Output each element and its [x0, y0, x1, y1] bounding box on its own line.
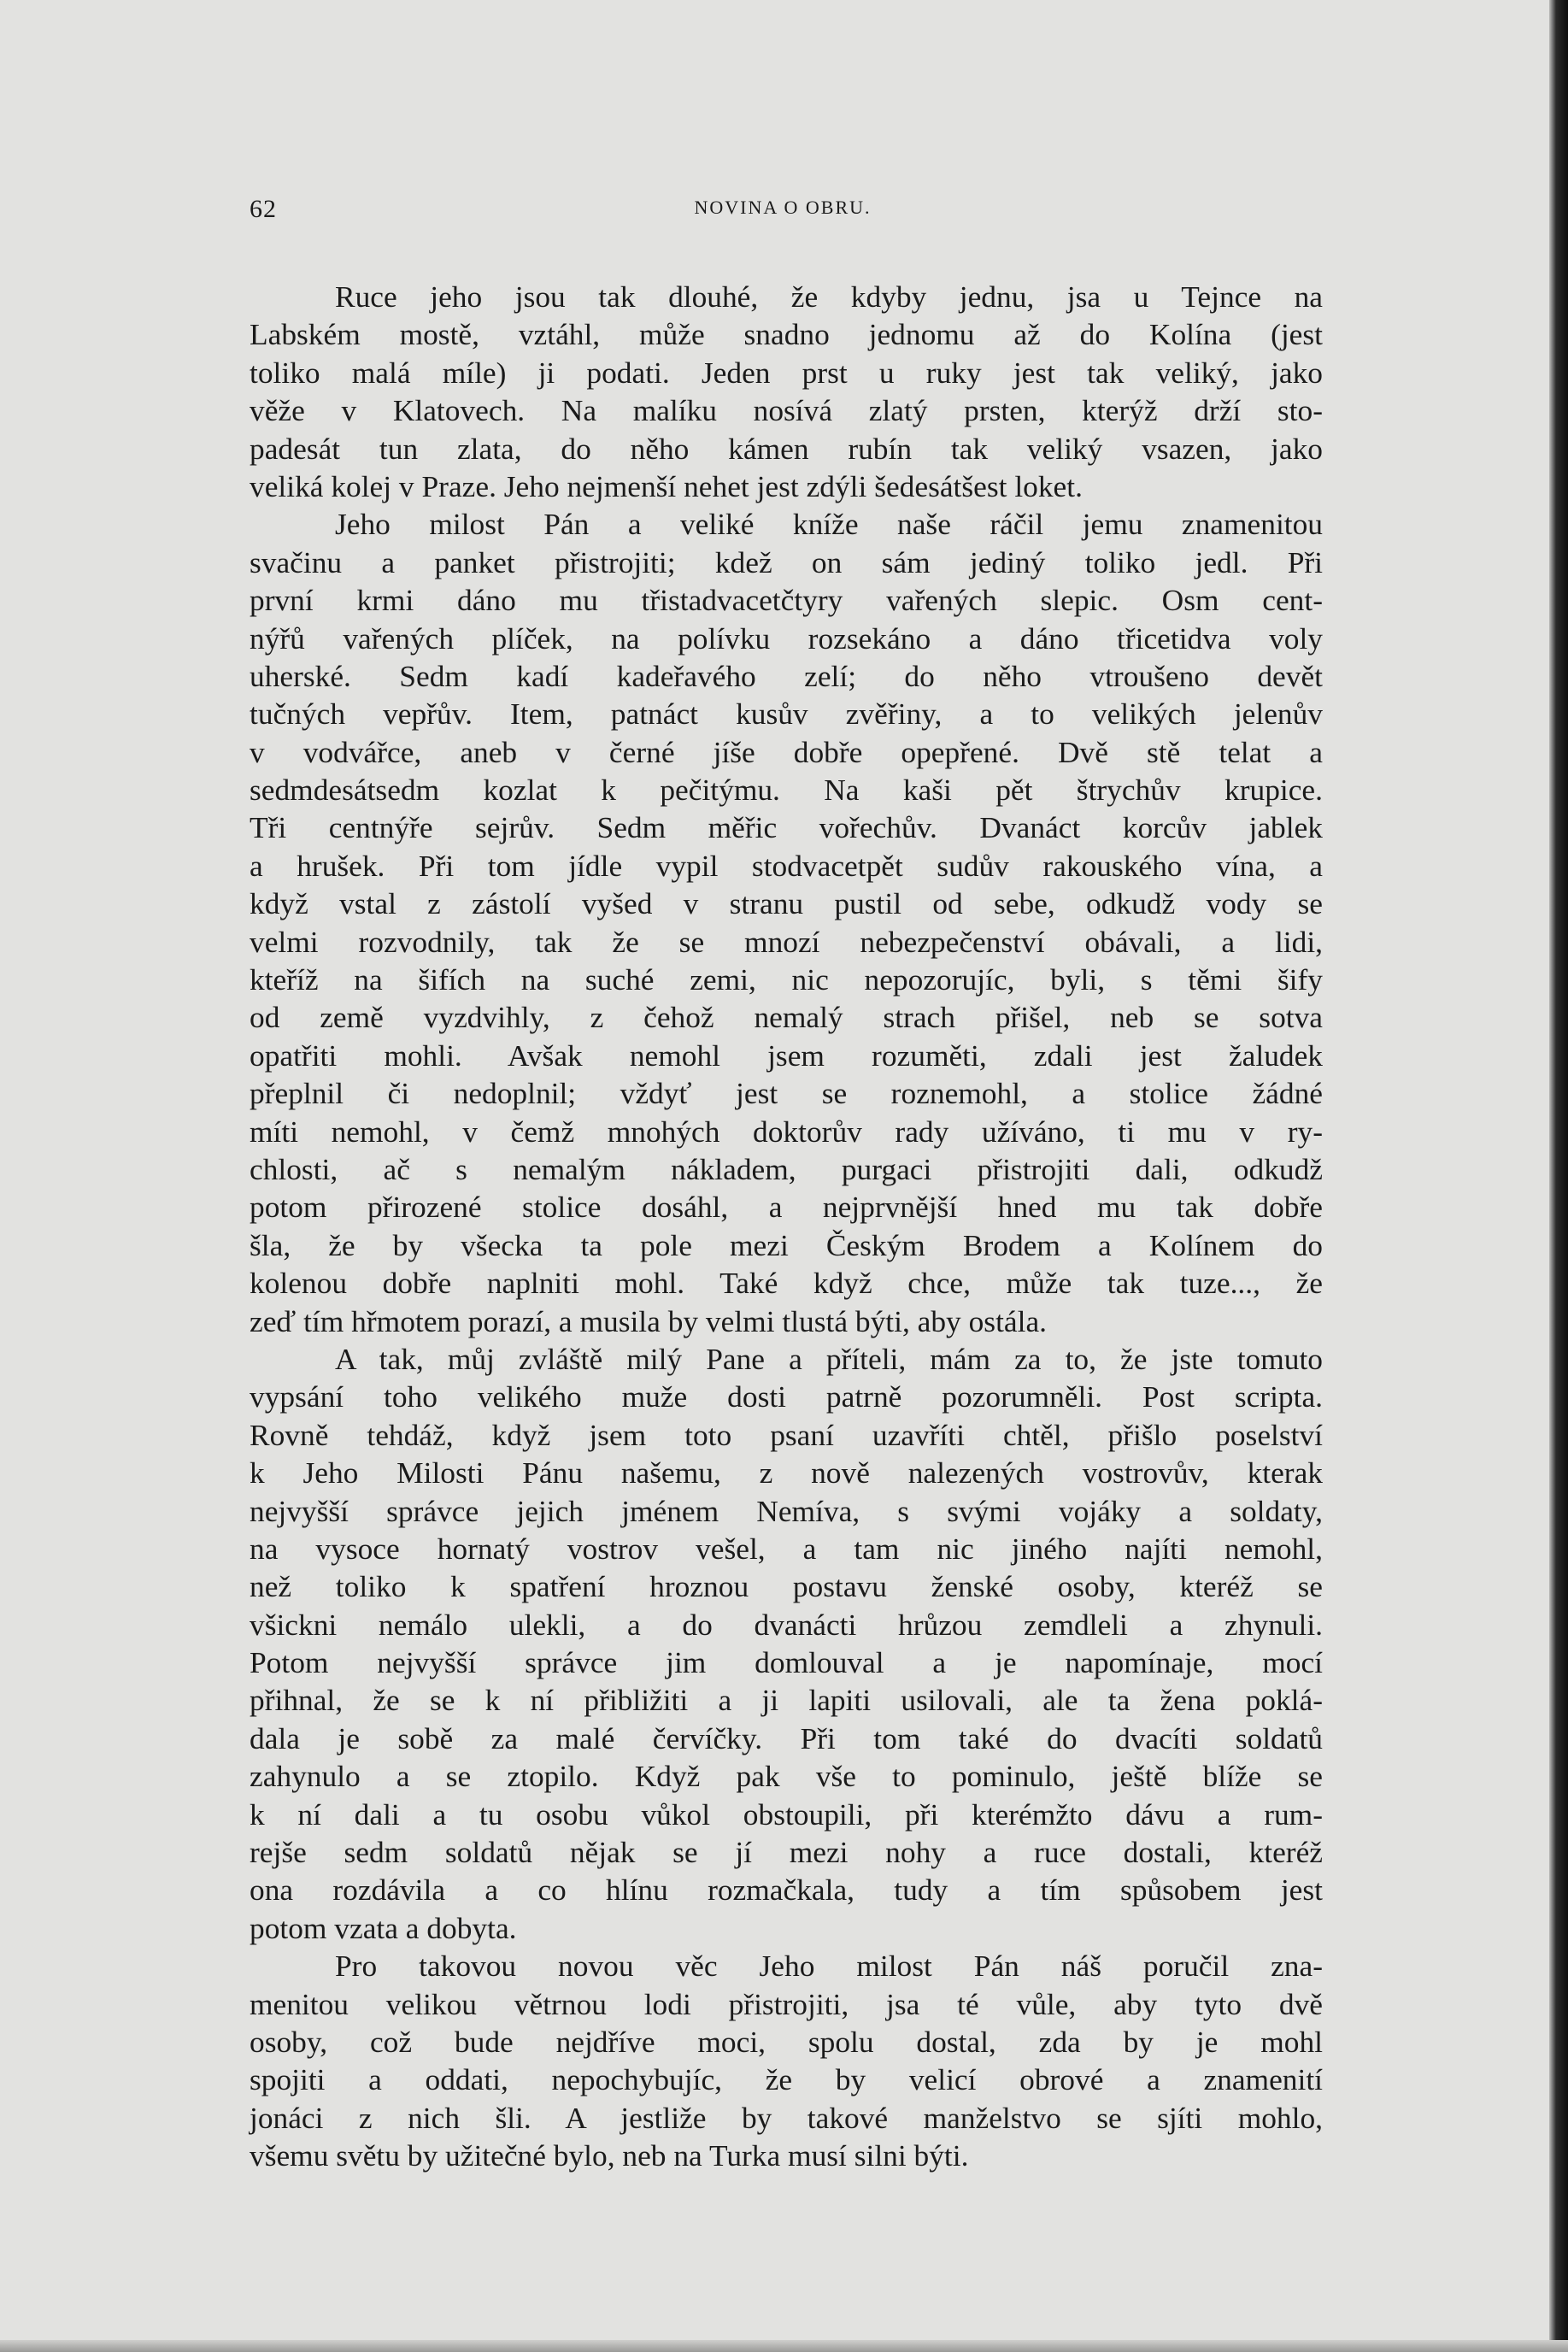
- text-line: první krmi dáno mu třistadvacetčtyry vařených slepic. Osm cent-: [250, 583, 1323, 618]
- text-line: rejše sedm soldatů nějak se jí mezi nohy a ruce dostali, kteréž: [250, 1835, 1323, 1870]
- text-line: toliko malá míle) ji podati. Jeden prst u ruky jest tak veliký, jako: [250, 355, 1323, 390]
- text-line: uherské. Sedm kadí kadeřavého zelí; do něho vtroušeno devět: [250, 658, 1323, 693]
- text-line: A tak, můj zvláště milý Pane a příteli, mám za to, že jste tomuto: [335, 1341, 1323, 1376]
- text-line: k Jeho Milosti Pánu našemu, z nově nalezených vostrovův, kterak: [250, 1455, 1323, 1491]
- text-line: když vstal z zástolí vyšed v stranu pustil od sebe, odkudž vody se: [250, 886, 1323, 921]
- text-line: menitou velikou větrnou lodi přistrojiti, jsa té vůle, aby tyto dvě: [250, 1986, 1323, 2021]
- text-line: kteříž na šifích na suché zemi, nic nepozorujíc, byli, s těmi šify: [250, 962, 1323, 997]
- body-text: [250, 278, 1323, 2175]
- text-line: opatřiti mohli. Avšak nemohl jsem rozuměti, zdali jest žaludek: [250, 1038, 1323, 1073]
- text-line: v vodvářce, aneb v černé jíše dobře opepřené. Dvě stě telat a: [250, 734, 1323, 769]
- page-number: 62: [250, 195, 277, 223]
- text-line: ona rozdávila a co hlínu rozmačkala, tudy a tím spůsobem jest: [250, 1873, 1323, 1908]
- text-line: nýřů vařených plíček, na polívku rozsekáno a dáno třicetidva voly: [250, 620, 1323, 656]
- text-line: Tři centnýře sejrův. Sedm měřic vořechův. Dvanáct korcův jablek: [250, 810, 1323, 845]
- text-line: vypsání toho velikého muže dosti patrně pozorumněli. Post scripta.: [250, 1379, 1323, 1414]
- paragraph: [250, 1340, 1323, 1947]
- text-line: nejvyšší správce jejich jménem Nemíva, s svými vojáky a soldaty,: [250, 1493, 1323, 1528]
- text-line: než toliko k spatření hroznou postavu ženské osoby, kteréž se: [250, 1569, 1323, 1604]
- paragraph: [250, 1947, 1323, 2174]
- text-line: jonáci z nich šli. A jestliže by takové manželstvo se sjíti mohlo,: [250, 2100, 1323, 2135]
- text-line: spojiti a oddati, nepochybujíc, že by velicí obrové a znamenití: [250, 2062, 1323, 2097]
- text-line: sedmdesátsedm kozlat k pečitýmu. Na kaši pět štrychův krupice.: [250, 773, 1323, 808]
- text-line: Pro takovou novou věc Jeho milost Pán náš poručil zna-: [335, 1949, 1323, 1984]
- text-line: od země vyzdvihly, z čehož nemalý strach přišel, neb se sotva: [250, 1000, 1323, 1035]
- text-line: Rovně tehdáž, když jsem toto psaní uzavříti chtěl, přišlo poselství: [250, 1417, 1323, 1452]
- text-line: šla, že by všecka ta pole mezi Českým Brodem a Kolínem do: [250, 1227, 1323, 1262]
- text-line: všickni nemálo ulekli, a do dvanácti hrůzou zemdleli a zhynuli.: [250, 1607, 1323, 1642]
- text-line: velmi rozvodnily, tak že se mnozí nebezpečenství obávali, a lidi,: [250, 924, 1323, 959]
- text-line: tučných vepřův. Item, patnáct kusův zvěřiny, a to velikých jelenův: [250, 697, 1323, 732]
- text-line: zeď tím hřmotem porazí, a musila by velmi tlustá býti, aby ostála.: [250, 1303, 1047, 1338]
- text-line: dala je sobě za malé červíčky. Při tom také do dvacíti soldatů: [250, 1720, 1323, 1755]
- text-line: Jeho milost Pán a veliké kníže naše ráčil jemu znamenitou: [335, 507, 1323, 542]
- text-line: potom přirozené stolice dosáhl, a nejprvnější hned mu tak dobře: [250, 1190, 1323, 1225]
- text-line: míti nemohl, v čemž mnohých doktorův rady užíváno, ti mu v ry-: [250, 1114, 1323, 1149]
- text-line: chlosti, ač s nemalým nákladem, purgaci přistrojiti dali, odkudž: [250, 1151, 1323, 1186]
- text-line: veliká kolej v Praze. Jeho nejmenší nehet jest zdýli šedesátšest loket.: [250, 468, 1083, 503]
- text-line: přeplnil či nedoplnil; vždyť jest se roznemohl, a stolice žádné: [250, 1076, 1323, 1111]
- text-line: osoby, což bude nejdříve moci, spolu dostal, zda by je mohl: [250, 2024, 1323, 2059]
- text-line: Labském mostě, vztáhl, může snadno jednomu až do Kolína (jest: [250, 317, 1323, 352]
- text-line: Potom nejvyšší správce jim domlouval a je napomínaje, mocí: [250, 1645, 1323, 1680]
- text-line: svačinu a panket přistrojiti; kdež on sám jediný toliko jedl. Při: [250, 544, 1323, 579]
- text-line: zahynulo a se ztopilo. Když pak vše to pominulo, ještě blíže se: [250, 1759, 1323, 1794]
- page-header: [250, 195, 1316, 229]
- text-line: padesát tun zlata, do něho kámen rubín tak veliký vsazen, jako: [250, 431, 1323, 466]
- text-line: k ní dali a tu osobu vůkol obstoupili, při kterémžto dávu a rum-: [250, 1796, 1323, 1832]
- text-line: všemu světu by užitečné bylo, neb na Turka musí silni býti.: [250, 2138, 969, 2173]
- text-line: na vysoce hornatý vostrov vešel, a tam nic jiného najíti nemohl,: [250, 1531, 1323, 1566]
- text-line: věže v Klatovech. Na malíku nosívá zlatý prsten, kterýž drží sto-: [250, 393, 1323, 428]
- text-line: a hrušek. Při tom jídle vypil stodvacetpět sudův rakouského vína, a: [250, 848, 1323, 883]
- text-line: přihnal, že se k ní přibližiti a ji lapiti usilovali, ale ta žena poklá-: [250, 1683, 1323, 1718]
- text-line: kolenou dobře naplniti mohl. Také když chce, může tak tuze..., že: [250, 1266, 1323, 1301]
- paragraph: [250, 505, 1323, 1340]
- page-bottom-edge: [0, 2340, 1568, 2352]
- running-title: NOVINA O OBRU.: [694, 197, 872, 218]
- text-line: potom vzata a dobyta.: [250, 1910, 517, 1945]
- paragraph: [250, 278, 1323, 505]
- page-edge-shadow: [1549, 0, 1568, 2352]
- text-line: Ruce jeho jsou tak dlouhé, že kdyby jednu, jsa u Tejnce na: [335, 279, 1323, 314]
